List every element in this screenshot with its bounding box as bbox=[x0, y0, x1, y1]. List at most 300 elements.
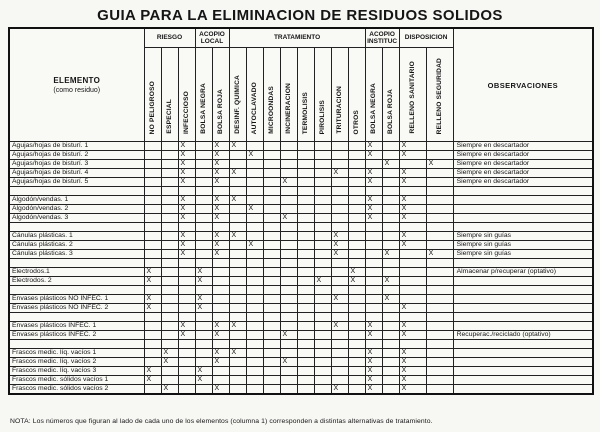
empty-cell bbox=[212, 286, 229, 295]
empty-cell bbox=[161, 169, 178, 178]
empty-cell bbox=[399, 277, 426, 286]
empty-cell bbox=[297, 385, 314, 395]
table-row bbox=[9, 250, 593, 259]
x-mark-cell: X bbox=[246, 241, 263, 250]
empty-cell bbox=[263, 178, 280, 187]
x-mark-cell: X bbox=[348, 268, 365, 277]
x-mark-cell: X bbox=[365, 178, 382, 187]
empty-cell bbox=[382, 196, 399, 205]
empty-cell bbox=[314, 151, 331, 160]
empty-cell bbox=[314, 376, 331, 385]
empty-cell bbox=[246, 340, 263, 349]
x-mark-cell: X bbox=[178, 241, 195, 250]
empty-cell bbox=[314, 322, 331, 331]
empty-cell bbox=[144, 169, 161, 178]
empty-cell bbox=[314, 232, 331, 241]
empty-cell bbox=[280, 223, 297, 232]
empty-cell bbox=[297, 160, 314, 169]
empty-cell bbox=[426, 223, 453, 232]
x-mark-cell: X bbox=[399, 376, 426, 385]
empty-cell bbox=[246, 250, 263, 259]
column-header-label: BOLSA NEGRA bbox=[200, 83, 207, 134]
empty-cell bbox=[246, 142, 263, 151]
empty-cell bbox=[297, 250, 314, 259]
empty-cell bbox=[348, 178, 365, 187]
empty-cell bbox=[144, 286, 161, 295]
column-header bbox=[144, 48, 161, 142]
empty-cell bbox=[280, 367, 297, 376]
empty-cell bbox=[280, 340, 297, 349]
empty-cell bbox=[263, 277, 280, 286]
empty-cell bbox=[246, 376, 263, 385]
observation-cell bbox=[453, 286, 593, 295]
element-label: Frascos medic. sólidos vacíos 1 bbox=[9, 376, 144, 385]
x-mark-cell: X bbox=[365, 205, 382, 214]
empty-cell bbox=[331, 187, 348, 196]
empty-cell bbox=[280, 259, 297, 268]
empty-cell bbox=[348, 295, 365, 304]
empty-cell bbox=[144, 187, 161, 196]
empty-cell bbox=[161, 214, 178, 223]
column-header-label: PIROLISIS bbox=[319, 99, 326, 134]
empty-cell bbox=[426, 367, 453, 376]
empty-cell bbox=[195, 205, 212, 214]
empty-cell bbox=[426, 214, 453, 223]
empty-cell bbox=[144, 259, 161, 268]
empty-cell bbox=[144, 340, 161, 349]
empty-cell bbox=[280, 169, 297, 178]
column-header-label: BOLSA ROJA bbox=[387, 89, 395, 134]
empty-cell bbox=[195, 169, 212, 178]
x-mark-cell: X bbox=[178, 178, 195, 187]
empty-cell bbox=[263, 160, 280, 169]
x-mark-cell: X bbox=[399, 196, 426, 205]
x-mark-cell: X bbox=[178, 250, 195, 259]
empty-cell bbox=[331, 304, 348, 313]
empty-cell bbox=[297, 223, 314, 232]
empty-cell bbox=[212, 259, 229, 268]
element-label: Cánulas plásticas. 3 bbox=[9, 250, 144, 259]
x-mark-cell: X bbox=[365, 385, 382, 395]
empty-cell bbox=[280, 205, 297, 214]
empty-cell bbox=[161, 376, 178, 385]
empty-cell bbox=[144, 349, 161, 358]
empty-cell bbox=[297, 142, 314, 151]
empty-cell bbox=[212, 295, 229, 304]
empty-cell bbox=[229, 331, 246, 340]
x-mark-cell: X bbox=[399, 241, 426, 250]
empty-cell bbox=[195, 358, 212, 367]
column-header-label: BOLSA NEGRA bbox=[370, 83, 378, 134]
empty-cell bbox=[280, 160, 297, 169]
empty-cell bbox=[382, 178, 399, 187]
empty-cell bbox=[314, 241, 331, 250]
x-mark-cell: X bbox=[195, 376, 212, 385]
empty-cell bbox=[280, 376, 297, 385]
empty-cell bbox=[297, 304, 314, 313]
table-row bbox=[9, 151, 593, 160]
element-label: Agujas/hojas de bisturí. 1 bbox=[9, 142, 144, 151]
empty-cell bbox=[331, 268, 348, 277]
x-mark-cell: X bbox=[178, 205, 195, 214]
empty-cell bbox=[263, 214, 280, 223]
empty-cell bbox=[246, 277, 263, 286]
empty-cell bbox=[161, 196, 178, 205]
empty-cell bbox=[297, 214, 314, 223]
empty-cell bbox=[426, 268, 453, 277]
empty-cell bbox=[426, 178, 453, 187]
empty-cell bbox=[178, 259, 195, 268]
empty-cell bbox=[280, 277, 297, 286]
empty-cell bbox=[365, 259, 382, 268]
empty-cell bbox=[161, 340, 178, 349]
empty-cell bbox=[144, 223, 161, 232]
empty-cell bbox=[314, 205, 331, 214]
element-label: Envases plásticos NO INFEC. 2 bbox=[9, 304, 144, 313]
empty-cell bbox=[280, 250, 297, 259]
empty-cell bbox=[280, 142, 297, 151]
empty-cell bbox=[229, 340, 246, 349]
empty-cell bbox=[263, 304, 280, 313]
column-header bbox=[229, 48, 246, 142]
x-mark-cell: X bbox=[399, 178, 426, 187]
element-label: Agujas/hojas de bisturí. 3 bbox=[9, 160, 144, 169]
empty-cell bbox=[331, 286, 348, 295]
empty-cell bbox=[297, 178, 314, 187]
element-label bbox=[9, 286, 144, 295]
table-row bbox=[9, 268, 593, 277]
empty-cell bbox=[229, 313, 246, 322]
empty-cell bbox=[297, 322, 314, 331]
empty-cell bbox=[280, 187, 297, 196]
x-mark-cell: X bbox=[161, 358, 178, 367]
empty-cell bbox=[212, 367, 229, 376]
empty-cell bbox=[280, 241, 297, 250]
empty-cell bbox=[365, 232, 382, 241]
empty-cell bbox=[144, 178, 161, 187]
empty-cell bbox=[229, 367, 246, 376]
x-mark-cell: X bbox=[178, 151, 195, 160]
empty-cell bbox=[195, 322, 212, 331]
empty-cell bbox=[144, 358, 161, 367]
x-mark-cell: X bbox=[399, 142, 426, 151]
empty-cell bbox=[144, 232, 161, 241]
empty-cell bbox=[331, 376, 348, 385]
element-label: Algodón/vendas. 2 bbox=[9, 205, 144, 214]
empty-cell bbox=[229, 277, 246, 286]
empty-cell bbox=[229, 151, 246, 160]
empty-cell bbox=[246, 304, 263, 313]
empty-cell bbox=[297, 241, 314, 250]
x-mark-cell: X bbox=[212, 142, 229, 151]
column-header bbox=[297, 48, 314, 142]
column-header bbox=[161, 48, 178, 142]
empty-cell bbox=[331, 277, 348, 286]
empty-cell bbox=[161, 331, 178, 340]
empty-cell bbox=[314, 160, 331, 169]
column-header bbox=[178, 48, 195, 142]
x-mark-cell: X bbox=[178, 322, 195, 331]
empty-cell bbox=[161, 367, 178, 376]
empty-cell bbox=[280, 151, 297, 160]
empty-cell bbox=[314, 331, 331, 340]
empty-cell bbox=[382, 142, 399, 151]
x-mark-cell: X bbox=[178, 214, 195, 223]
table-row bbox=[9, 349, 593, 358]
x-mark-cell: X bbox=[399, 151, 426, 160]
x-mark-cell: X bbox=[399, 349, 426, 358]
table-row bbox=[9, 277, 593, 286]
x-mark-cell: X bbox=[399, 205, 426, 214]
empty-cell bbox=[382, 151, 399, 160]
x-mark-cell: X bbox=[365, 349, 382, 358]
empty-cell bbox=[161, 286, 178, 295]
table-row bbox=[9, 367, 593, 376]
empty-cell bbox=[297, 376, 314, 385]
empty-cell bbox=[178, 376, 195, 385]
table-row bbox=[9, 358, 593, 367]
x-mark-cell: X bbox=[195, 367, 212, 376]
empty-cell bbox=[229, 358, 246, 367]
empty-cell bbox=[426, 331, 453, 340]
observation-cell: Recuperac./reciclado (optativo) bbox=[453, 331, 593, 340]
empty-cell bbox=[195, 142, 212, 151]
x-mark-cell: X bbox=[195, 304, 212, 313]
element-label: Envases plásticos INFEC. 2 bbox=[9, 331, 144, 340]
table-row bbox=[9, 160, 593, 169]
observation-cell: Siempre sin guías bbox=[453, 241, 593, 250]
empty-cell bbox=[178, 295, 195, 304]
empty-cell bbox=[348, 196, 365, 205]
empty-cell bbox=[314, 196, 331, 205]
observation-cell bbox=[453, 196, 593, 205]
x-mark-cell: X bbox=[246, 151, 263, 160]
empty-cell bbox=[348, 340, 365, 349]
x-mark-cell: X bbox=[212, 250, 229, 259]
empty-cell bbox=[314, 214, 331, 223]
x-mark-cell: X bbox=[365, 214, 382, 223]
empty-cell bbox=[365, 187, 382, 196]
empty-cell bbox=[144, 160, 161, 169]
empty-cell bbox=[263, 376, 280, 385]
observation-cell bbox=[453, 259, 593, 268]
observation-cell: Siempre en descartador bbox=[453, 151, 593, 160]
empty-cell bbox=[382, 169, 399, 178]
spacer-row bbox=[9, 340, 593, 349]
column-header bbox=[399, 48, 426, 142]
empty-cell bbox=[161, 187, 178, 196]
empty-cell bbox=[161, 142, 178, 151]
empty-cell bbox=[297, 286, 314, 295]
empty-cell bbox=[331, 223, 348, 232]
observation-cell: Siempre en descartador bbox=[453, 169, 593, 178]
table-row bbox=[9, 232, 593, 241]
x-mark-cell: X bbox=[280, 178, 297, 187]
table-row bbox=[9, 304, 593, 313]
empty-cell bbox=[161, 205, 178, 214]
x-mark-cell: X bbox=[365, 322, 382, 331]
empty-cell bbox=[382, 349, 399, 358]
observation-cell bbox=[453, 187, 593, 196]
empty-cell bbox=[195, 340, 212, 349]
element-label: Agujas/hojas de bisturí. 5 bbox=[9, 178, 144, 187]
empty-cell bbox=[178, 349, 195, 358]
empty-cell bbox=[161, 178, 178, 187]
empty-cell bbox=[426, 277, 453, 286]
empty-cell bbox=[144, 142, 161, 151]
x-mark-cell: X bbox=[178, 196, 195, 205]
empty-cell bbox=[280, 295, 297, 304]
empty-cell bbox=[297, 205, 314, 214]
empty-cell bbox=[212, 340, 229, 349]
empty-cell bbox=[314, 142, 331, 151]
element-label: Electrodos. 2 bbox=[9, 277, 144, 286]
empty-cell bbox=[280, 322, 297, 331]
x-mark-cell: X bbox=[161, 349, 178, 358]
spacer-row bbox=[9, 313, 593, 322]
empty-cell bbox=[178, 268, 195, 277]
x-mark-cell: X bbox=[365, 142, 382, 151]
empty-cell bbox=[161, 322, 178, 331]
empty-cell bbox=[426, 349, 453, 358]
column-header-label: TERMOLISIS bbox=[302, 91, 309, 134]
empty-cell bbox=[426, 196, 453, 205]
observation-cell: Siempre en descartador bbox=[453, 160, 593, 169]
x-mark-cell: X bbox=[399, 232, 426, 241]
empty-cell bbox=[229, 241, 246, 250]
column-header-label: AUTOCLAVADO bbox=[251, 81, 258, 134]
column-header bbox=[382, 48, 399, 142]
empty-cell bbox=[382, 331, 399, 340]
x-mark-cell: X bbox=[365, 196, 382, 205]
x-mark-cell: X bbox=[212, 232, 229, 241]
empty-cell bbox=[365, 268, 382, 277]
empty-cell bbox=[246, 169, 263, 178]
x-mark-cell: X bbox=[178, 160, 195, 169]
empty-cell bbox=[426, 286, 453, 295]
empty-cell bbox=[314, 349, 331, 358]
x-mark-cell: X bbox=[331, 169, 348, 178]
empty-cell bbox=[426, 322, 453, 331]
empty-cell bbox=[263, 286, 280, 295]
x-mark-cell: X bbox=[178, 331, 195, 340]
empty-cell bbox=[297, 277, 314, 286]
empty-cell bbox=[348, 349, 365, 358]
x-mark-cell: X bbox=[399, 385, 426, 395]
column-header-label: MICROONDAS bbox=[268, 86, 275, 134]
empty-cell bbox=[195, 331, 212, 340]
spacer-row bbox=[9, 223, 593, 232]
x-mark-cell: X bbox=[212, 358, 229, 367]
empty-cell bbox=[161, 223, 178, 232]
table-row bbox=[9, 331, 593, 340]
empty-cell bbox=[365, 277, 382, 286]
observation-cell bbox=[453, 385, 593, 395]
element-label: Frascos medic. sólidos vacíos 2 bbox=[9, 385, 144, 395]
empty-cell bbox=[348, 169, 365, 178]
empty-cell bbox=[348, 250, 365, 259]
x-mark-cell: X bbox=[399, 304, 426, 313]
empty-cell bbox=[297, 331, 314, 340]
empty-cell bbox=[246, 331, 263, 340]
empty-cell bbox=[263, 322, 280, 331]
column-header-label: BOLSA ROJA bbox=[217, 89, 224, 134]
x-mark-cell: X bbox=[212, 214, 229, 223]
x-mark-cell: X bbox=[195, 277, 212, 286]
x-mark-cell: X bbox=[365, 331, 382, 340]
empty-cell bbox=[195, 241, 212, 250]
empty-cell bbox=[348, 151, 365, 160]
x-mark-cell: X bbox=[331, 232, 348, 241]
observation-cell bbox=[453, 340, 593, 349]
empty-cell bbox=[297, 349, 314, 358]
element-label: Frascos medic. líq. vacíos 1 bbox=[9, 349, 144, 358]
x-mark-cell: X bbox=[399, 169, 426, 178]
empty-cell bbox=[426, 376, 453, 385]
x-mark-cell: X bbox=[229, 142, 246, 151]
x-mark-cell: X bbox=[212, 331, 229, 340]
element-label bbox=[9, 340, 144, 349]
column-header bbox=[195, 48, 212, 142]
x-mark-cell: X bbox=[399, 322, 426, 331]
empty-cell bbox=[195, 385, 212, 395]
empty-cell bbox=[229, 214, 246, 223]
observation-cell bbox=[453, 358, 593, 367]
column-header bbox=[426, 48, 453, 142]
group-header-riesgo: RIESGO bbox=[144, 28, 195, 48]
empty-cell bbox=[229, 250, 246, 259]
x-mark-cell: X bbox=[178, 232, 195, 241]
empty-cell bbox=[297, 340, 314, 349]
x-mark-cell: X bbox=[178, 142, 195, 151]
column-header bbox=[246, 48, 263, 142]
table-row bbox=[9, 205, 593, 214]
empty-cell bbox=[195, 214, 212, 223]
empty-cell bbox=[195, 187, 212, 196]
empty-cell bbox=[314, 385, 331, 395]
empty-cell bbox=[297, 187, 314, 196]
empty-cell bbox=[382, 268, 399, 277]
empty-cell bbox=[348, 367, 365, 376]
empty-cell bbox=[144, 196, 161, 205]
empty-cell bbox=[314, 250, 331, 259]
group-header-tratamiento: TRATAMIENTO bbox=[229, 28, 365, 48]
empty-cell bbox=[246, 232, 263, 241]
empty-cell bbox=[246, 367, 263, 376]
empty-cell bbox=[212, 268, 229, 277]
empty-cell bbox=[144, 322, 161, 331]
spacer-row bbox=[9, 259, 593, 268]
column-header bbox=[365, 48, 382, 142]
empty-cell bbox=[348, 358, 365, 367]
empty-cell bbox=[263, 268, 280, 277]
spacer-row bbox=[9, 187, 593, 196]
empty-cell bbox=[297, 169, 314, 178]
empty-cell bbox=[382, 358, 399, 367]
column-header-label: DESINF. QUIMICA bbox=[234, 75, 241, 134]
empty-cell bbox=[178, 367, 195, 376]
empty-cell bbox=[331, 358, 348, 367]
column-header bbox=[348, 48, 365, 142]
x-mark-cell: X bbox=[229, 169, 246, 178]
x-mark-cell: X bbox=[280, 214, 297, 223]
empty-cell bbox=[263, 232, 280, 241]
empty-cell bbox=[314, 187, 331, 196]
spacer-row bbox=[9, 286, 593, 295]
empty-cell bbox=[348, 223, 365, 232]
observation-cell bbox=[453, 277, 593, 286]
observation-cell bbox=[453, 322, 593, 331]
